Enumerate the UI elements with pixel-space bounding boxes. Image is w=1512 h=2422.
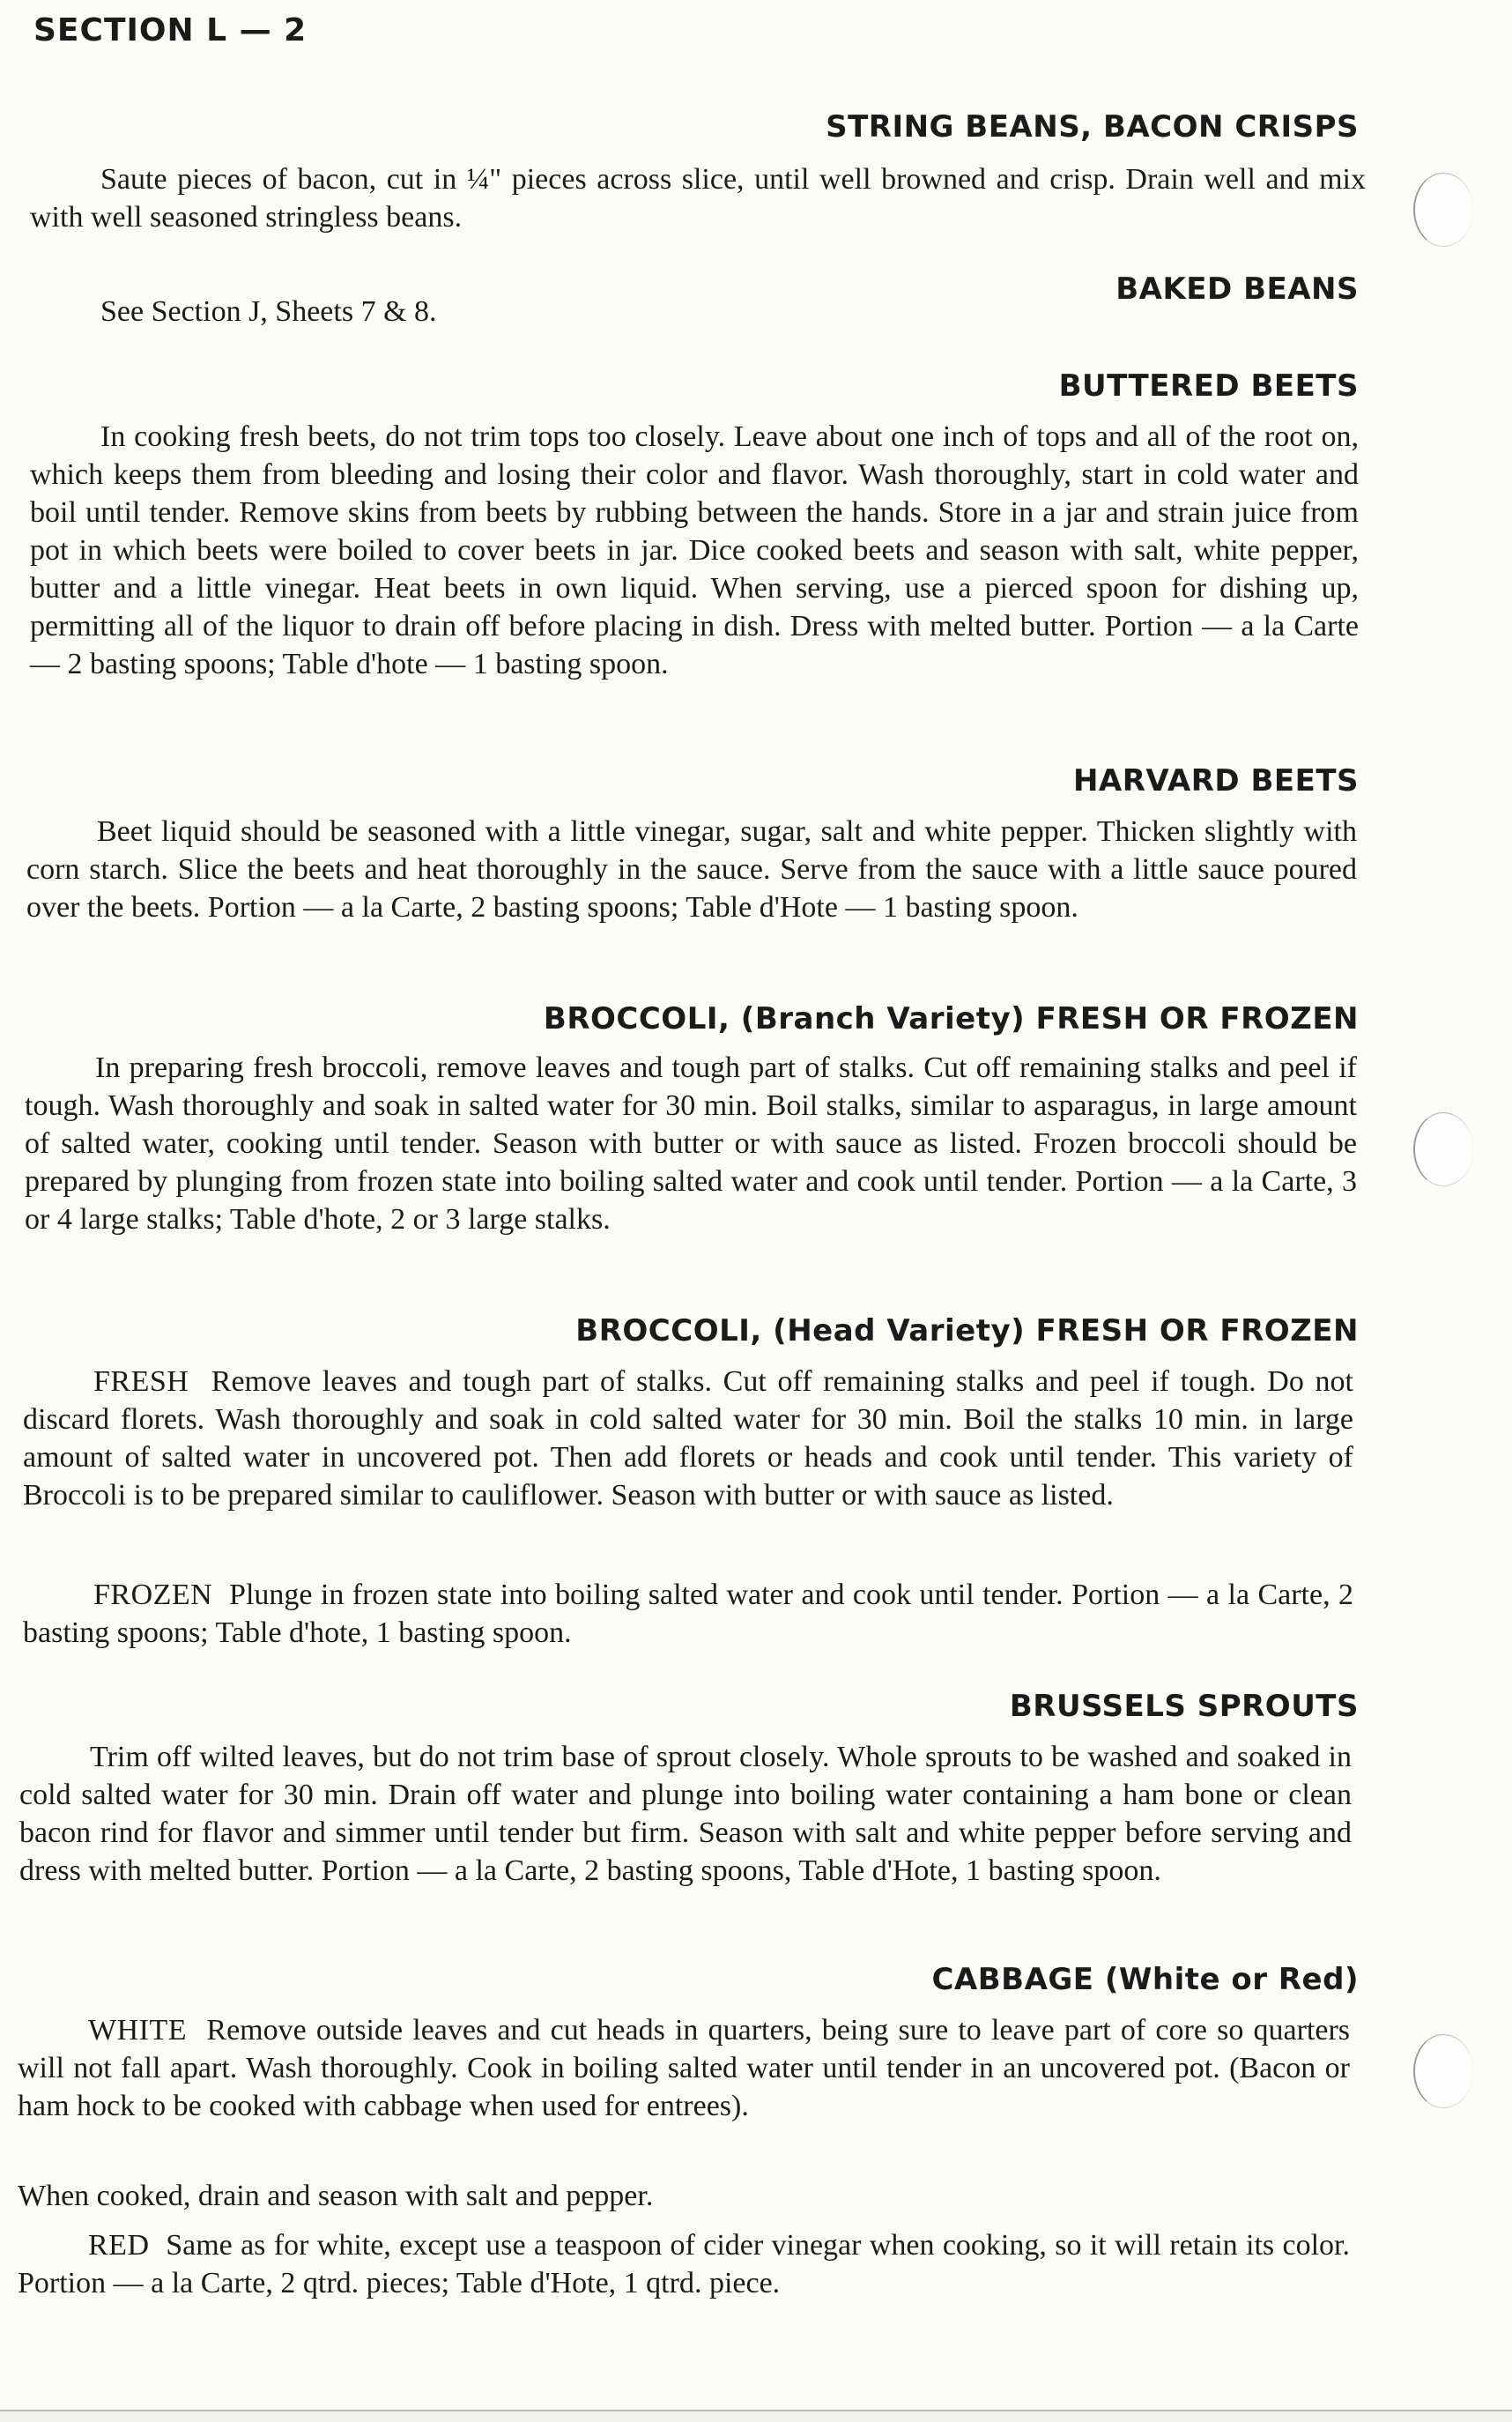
text-cabbage-cooked: When cooked, drain and season with salt and pepper. <box>18 2180 654 2212</box>
heading-cabbage: CABBAGE (White or Red) <box>931 1962 1359 1997</box>
fresh-body: Remove leaves and tough part of stalks. Cut off remaining stalks and peel if tough. Do not discard florets. Wash thoroughly and soak in cold salted water for 30 min. Boil the stalks 10 min. in large amount of salted water in uncovered pot. Then add florets or heads and cook until tender. This variety of Broccoli is to be prepared similar to cauliflower. Season with butter or with sauce as listed. <box>23 1365 1353 1512</box>
frozen-body: Plunge in frozen state into boiling salted water and cook until tender. Portion — a la Carte, 2 basting spoons; Table d'hote, 1 basting spoon. <box>23 1579 1353 1649</box>
white-body: Remove outside leaves and cut heads in quarters, being sure to leave part of core so quarters will not fall apart. Wash thoroughly. Cook in boiling salted water until tender in an uncovered pot. (Bacon or ham hock to be cooked with cabbage when used for entrees). <box>18 2014 1351 2122</box>
text-baked-beans: See Section J, Sheets 7 & 8. <box>100 295 437 328</box>
heading-string-beans: STRING BEANS, BACON CRISPS <box>826 109 1359 145</box>
text-broccoli-branch: In preparing fresh broccoli, remove leaves and tough part of stalks. Cut off remaining stalks and peel if tough. Wash thoroughly and soak in salted water for 30 min. Boil stalks, similar to asparagus, in large amount of salted water, cooking until tender. Season with butter or with sauce as listed. Frozen broccoli should be prepared by plunging from frozen state into boiling salted water and cook until tender. Portion — a la Carte, 3 or 4 large stalks; Table d'hote, 2 or 3 large stalks. <box>25 1051 1357 1236</box>
heading-broccoli-branch: BROCCOLI, (Branch Variety) FRESH OR FROZEN <box>543 1001 1359 1036</box>
heading-broccoli-head <box>575 1313 1359 1348</box>
text-brussels-sprouts: Trim off wilted leaves, but do not trim base of sprout closely. Whole sprouts to be washed and soaked in cold salted water for 30 min. Drain off water and plunge into boiling water containing a ham bone or clean bacon rind for flavor and simmer until tender but firm. Season with salt and white pepper before serving and dress with melted butter. Portion — a la Carte, 2 basting spoons, Table d'Hote, 1 basting spoon. <box>19 1741 1352 1887</box>
lead-frozen: FROZEN <box>93 1579 213 1611</box>
lead-white: WHITE <box>88 2014 188 2047</box>
punch-hole-top <box>1413 173 1473 247</box>
heading-buttered-beets: BUTTERED BEETS <box>1058 368 1359 404</box>
heading-brussels-sprouts: BRUSSELS SPROUTS <box>1009 1689 1359 1724</box>
text-broccoli-head-fresh <box>23 1363 1353 1514</box>
text-string-beans: Saute pieces of bacon, cut in ¼" pieces across slice, until well browned and crisp. Drain well and mix with well seasoned stringless beans. <box>30 163 1366 234</box>
punch-hole-bottom <box>1413 2034 1473 2108</box>
punch-hole-middle <box>1413 1112 1473 1186</box>
section-label: SECTION L — 2 <box>33 12 308 48</box>
text-broccoli-head-frozen <box>23 1576 1353 1652</box>
heading-harvard-beets: HARVARD BEETS <box>1072 763 1359 799</box>
page-bottom-edge <box>0 2410 1512 2422</box>
text-buttered-beets: In cooking fresh beets, do not trim tops too closely. Leave about one inch of tops and all of the root on, which keeps them from bleeding and losing their color and flavor. Wash thoroughly, start in cold water and boil until tender. Remove skins from beets by rubbing between the hands. Store in a jar and strain juice from pot in which beets were boiled to cover beets in jar. Dice cooked beets and season with salt, white pepper, butter and a little vinegar. Heat beets in own liquid. When serving, use a pierced spoon for dishing up, permitting all of the liquor to drain off before placing in dish. Dress with melted butter. Portion — a la Carte — 2 basting spoons; Table d'hote — 1 basting spoon. <box>30 420 1359 680</box>
lead-red: RED <box>88 2229 150 2262</box>
red-body: Same as for white, except use a teaspoon of cider vinegar when cooking, so it will retain its color. Portion — a la Carte, 2 qtrd. pieces; Table d'Hote, 1 qtrd. piece. <box>18 2229 1350 2299</box>
text-cabbage-red <box>18 2226 1350 2302</box>
broccoli-head-title: BROCCOLI, (Head Variety) FRESH OR FROZEN <box>575 1313 1359 1348</box>
lead-fresh: FRESH <box>93 1365 189 1398</box>
text-harvard-beets: Beet liquid should be seasoned with a little vinegar, sugar, salt and white pepper. Thicken slightly with corn starch. Slice the beets and heat thoroughly in the sauce. Serve from the sauce with a little sauce poured over the beets. Portion — a la Carte, 2 basting spoons; Table d'Hote — 1 basting spoon. <box>26 815 1357 924</box>
heading-baked-beans: BAKED BEANS <box>1115 271 1359 307</box>
text-cabbage-white <box>18 2011 1350 2125</box>
